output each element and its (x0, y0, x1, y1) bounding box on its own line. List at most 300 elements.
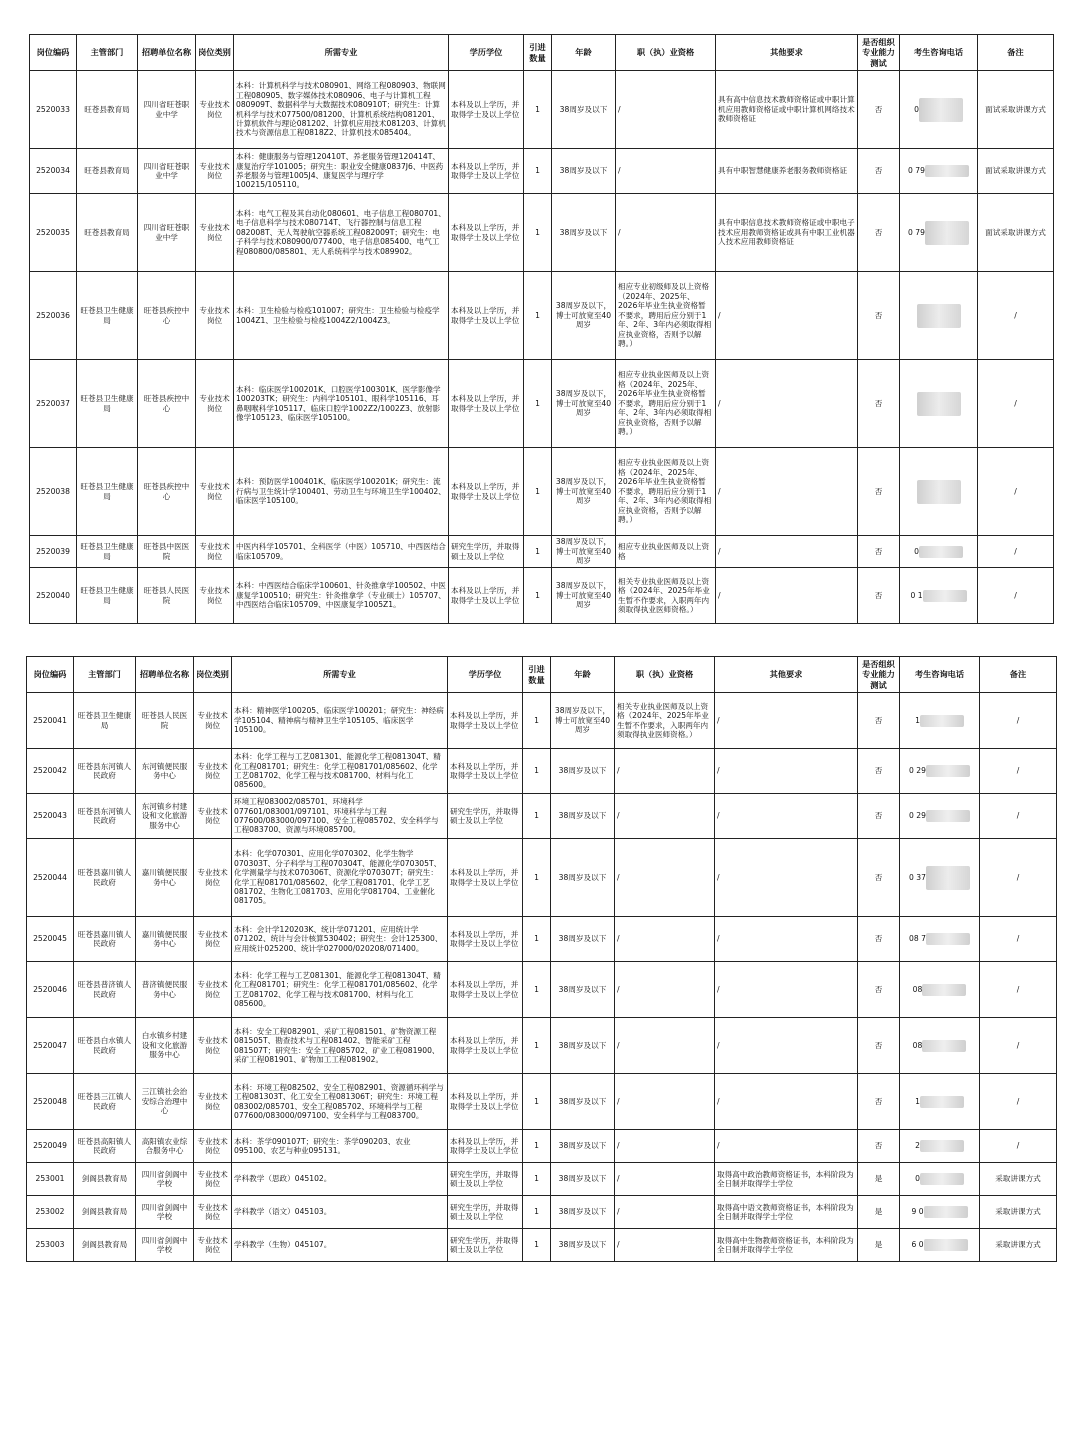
cell-note: 采取讲课方式 (980, 1229, 1057, 1262)
cell-code: 2520046 (27, 962, 74, 1018)
cell-age: 38周岁及以下 (551, 917, 615, 962)
cell-unit: 嘉川镇便民服务中心 (136, 917, 194, 962)
phone-visible-digits: 0 79 (908, 227, 925, 237)
table-row (30, 272, 1054, 360)
cell-edu: 研究生学历，并取得硕士及以上学位 (448, 1163, 523, 1196)
cell-test: 否 (858, 1130, 900, 1163)
cell-other: / (715, 1130, 858, 1163)
cell-major: 中医内科学105701、全科医学（中医）105710、中西医结合临床105709。 (234, 536, 449, 568)
cell-edu: 研究生学历，并取得硕士及以上学位 (448, 1196, 523, 1229)
cell-dept: 旺苍县白水镇人民政府 (74, 1018, 136, 1074)
cell-code: 2520035 (30, 194, 77, 272)
cell-dept: 旺苍县教育局 (77, 194, 138, 272)
cell-code: 2520039 (30, 536, 77, 568)
cell-num: 1 (523, 1229, 551, 1262)
cell-phone (900, 1229, 980, 1262)
cell-type: 专业技术岗位 (196, 194, 234, 272)
table-row (27, 1163, 1057, 1196)
cell-dept: 旺苍县嘉川镇人民政府 (74, 839, 136, 917)
cell-test: 否 (858, 448, 900, 536)
redacted-phone-mask (920, 1140, 964, 1152)
cell-other: / (715, 917, 858, 962)
cell-type: 专业技术岗位 (194, 839, 232, 917)
cell-major: 本科：安全工程082901、采矿工程081501、矿物资源工程081505T、勘查技术与工程081402、智能采矿工程081507T；研究生：安全工程085702、矿业工程081900、采矿工程081901、矿物加工工程081902。 (232, 1018, 448, 1074)
header-phone: 考生咨询电话 (900, 657, 980, 693)
cell-num: 1 (524, 568, 552, 624)
cell-age: 38周岁及以下 (551, 1163, 615, 1196)
cell-qual: 相关专业执业医师及以上资格（2024年、2025年毕业生暂不作要求，入职两年内须取得执业医师资格。） (616, 568, 716, 624)
cell-num: 1 (523, 1196, 551, 1229)
cell-major: 本科：健康服务与管理120410T、养老服务管理120414T、康复治疗学101005；研究生：职业安全健康0837J6、中医药养老服务与管理1005J4、康复医学与理疗学100215/105110。 (234, 149, 449, 194)
cell-note: 面试采取讲课方式 (978, 71, 1054, 149)
redacted-phone-mask (917, 392, 961, 416)
cell-num: 1 (524, 272, 552, 360)
table-row (30, 568, 1054, 624)
recruitment-table-2 (26, 656, 1057, 1262)
cell-type: 专业技术岗位 (194, 1018, 232, 1074)
cell-edu: 本科及以上学历，并取得学士及以上学位 (449, 448, 524, 536)
header-edu: 学历学位 (449, 35, 524, 71)
table-row (30, 448, 1054, 536)
table-row (27, 794, 1057, 839)
header-note: 备注 (980, 657, 1057, 693)
header-edu: 学历学位 (448, 657, 523, 693)
cell-age: 38周岁及以下 (552, 149, 616, 194)
cell-type: 专业技术岗位 (196, 149, 234, 194)
cell-major: 本科：电气工程及其自动化080601、电子信息工程080701、电子信息科学与技术080714T、飞行器控制与信息工程082008T、无人驾驶航空器系统工程082009T；研究生：电子科学与技术080900/077400、电子信息085400、电气工程080800/085801、无人系统科学与技术089902。 (234, 194, 449, 272)
cell-type: 专业技术岗位 (194, 1074, 232, 1130)
cell-other: / (715, 1018, 858, 1074)
cell-qual: / (615, 1196, 715, 1229)
cell-major: 本科：化学工程与工艺081301、能源化学工程081304T、精化工程081701；研究生：化学工程081701/085602、化学工艺081702、化学工程与技术081700、材料与化工085600。 (232, 749, 448, 794)
cell-note: / (978, 360, 1054, 448)
cell-type: 专业技术岗位 (196, 536, 234, 568)
cell-test: 否 (858, 962, 900, 1018)
cell-phone (900, 1163, 980, 1196)
cell-qual: / (615, 962, 715, 1018)
cell-other: / (715, 749, 858, 794)
cell-other: / (715, 693, 858, 749)
cell-code: 2520042 (27, 749, 74, 794)
cell-type: 专业技术岗位 (194, 1130, 232, 1163)
cell-unit: 旺苍县人民医院 (136, 693, 194, 749)
table-row (27, 693, 1057, 749)
cell-test: 是 (858, 1196, 900, 1229)
cell-other: / (716, 536, 858, 568)
header-test: 是否组织专业能力测试 (858, 657, 900, 693)
cell-edu: 本科及以上学历，并取得学士及以上学位 (448, 1130, 523, 1163)
cell-type: 专业技术岗位 (194, 962, 232, 1018)
cell-other: 取得高中语文教师资格证书，本科阶段为全日制并取得学士学位 (715, 1196, 858, 1229)
cell-dept: 旺苍县东河镇人民政府 (74, 794, 136, 839)
cell-edu: 本科及以上学历，并取得学士及以上学位 (449, 360, 524, 448)
cell-phone (900, 149, 978, 194)
cell-age: 38周岁及以下，博士可放宽至40周岁 (552, 536, 616, 568)
table-row (27, 839, 1057, 917)
cell-qual: / (615, 1229, 715, 1262)
cell-unit: 四川省旺苍职业中学 (138, 71, 196, 149)
cell-qual: 相应专业初级师及以上资格（2024年、2025年、2026年毕业生执业资格暂不要求，聘用后应分别于1年、2年、3年内必须取得相应执业资格，否则予以解聘。） (616, 272, 716, 360)
phone-visible-digits: 0 (915, 1174, 920, 1183)
cell-age: 38周岁及以下 (551, 749, 615, 794)
phone-visible-digits: 0 37 (909, 872, 926, 882)
cell-code: 2520033 (30, 71, 77, 149)
phone-visible-digits: 0 29 (909, 766, 926, 775)
header-qual: 职（执）业资格 (615, 657, 715, 693)
table-row (27, 1130, 1057, 1163)
cell-qual: 相应专业执业医师及以上资格（2024年、2025年、2026年毕业生执业资格暂不要求，聘用后应分别于1年、2年、3年内必须取得相应执业资格，否则予以解聘。） (616, 360, 716, 448)
cell-major: 学科教学（语文）045103。 (232, 1196, 448, 1229)
table-row (27, 962, 1057, 1018)
cell-qual: / (615, 1163, 715, 1196)
cell-age: 38周岁及以下 (551, 794, 615, 839)
redacted-phone-mask (924, 1239, 968, 1251)
cell-dept: 旺苍县卫生健康局 (77, 272, 138, 360)
header-qual: 职（执）业资格 (616, 35, 716, 71)
cell-type: 专业技术岗位 (196, 448, 234, 536)
cell-age: 38周岁及以下，博士可放宽至40周岁 (552, 360, 616, 448)
redacted-phone-mask (922, 984, 966, 996)
phone-visible-digits: 1 (915, 715, 920, 725)
cell-major: 本科：预防医学100401K、临床医学100201K；研究生：流行病与卫生统计学100401、劳动卫生与环境卫生学100402、临床医学105100。 (234, 448, 449, 536)
redacted-phone-mask (917, 480, 961, 504)
cell-edu: 本科及以上学历，并取得学士及以上学位 (449, 149, 524, 194)
cell-code: 2520047 (27, 1018, 74, 1074)
table-row (30, 360, 1054, 448)
cell-unit: 四川省旺苍职业中学 (138, 149, 196, 194)
cell-num: 1 (524, 360, 552, 448)
cell-unit: 嘉川镇便民服务中心 (136, 839, 194, 917)
phone-visible-digits: 9 0 (911, 1207, 924, 1216)
cell-qual: / (615, 917, 715, 962)
cell-code: 2520038 (30, 448, 77, 536)
cell-type: 专业技术岗位 (194, 693, 232, 749)
cell-edu: 研究生学历，并取得硕士及以上学位 (449, 536, 524, 568)
cell-age: 38周岁及以下 (551, 1130, 615, 1163)
cell-code: 2520044 (27, 839, 74, 917)
phone-visible-digits: 2 (915, 1141, 920, 1150)
redacted-phone-mask (924, 1206, 968, 1218)
cell-test: 否 (858, 794, 900, 839)
cell-code: 2520049 (27, 1130, 74, 1163)
cell-phone (900, 794, 980, 839)
cell-qual: / (616, 149, 716, 194)
cell-note: / (980, 693, 1057, 749)
cell-other: 具有高中信息技术教师资格证或中职计算机应用教师资格证或中职计算机网络技术教师资格证 (716, 71, 858, 149)
cell-unit: 白水镇乡村建设和文化旅游服务中心 (136, 1018, 194, 1074)
cell-note: / (980, 794, 1057, 839)
cell-edu: 本科及以上学历，并取得学士及以上学位 (448, 1018, 523, 1074)
cell-code: 2520041 (27, 693, 74, 749)
cell-phone (900, 1130, 980, 1163)
cell-phone (900, 448, 978, 536)
cell-unit: 旺苍县疾控中心 (138, 360, 196, 448)
recruitment-table-1 (29, 34, 1054, 624)
cell-phone (900, 272, 978, 360)
cell-num: 1 (523, 1130, 551, 1163)
cell-unit: 高阳镇农业综合服务中心 (136, 1130, 194, 1163)
header-unit: 招聘单位名称 (136, 657, 194, 693)
cell-note: / (980, 839, 1057, 917)
cell-code: 2520036 (30, 272, 77, 360)
header-num: 引进数量 (524, 35, 552, 71)
cell-major: 本科：中西医结合临床学100601、针灸推拿学100502、中医康复学100510；研究生：针灸推拿学（专业硕士）105707、中西医结合临床105709、中医康复学1005Z1。 (234, 568, 449, 624)
cell-edu: 本科及以上学历，并取得学士及以上学位 (449, 194, 524, 272)
cell-dept: 旺苍县东河镇人民政府 (74, 749, 136, 794)
header-other: 其他要求 (716, 35, 858, 71)
cell-other: / (715, 962, 858, 1018)
phone-visible-digits: 08 (912, 1040, 923, 1050)
cell-note: / (978, 568, 1054, 624)
cell-num: 1 (523, 749, 551, 794)
cell-edu: 本科及以上学历，并取得学士及以上学位 (448, 693, 523, 749)
cell-edu: 本科及以上学历，并取得学士及以上学位 (448, 917, 523, 962)
cell-num: 1 (523, 839, 551, 917)
cell-code: 253002 (27, 1196, 74, 1229)
cell-age: 38周岁及以下，博士可放宽至40周岁 (552, 272, 616, 360)
redacted-phone-mask (920, 715, 964, 727)
phone-visible-digits: 0 1 (910, 590, 923, 600)
cell-phone (900, 839, 980, 917)
cell-num: 1 (523, 1018, 551, 1074)
cell-other: 取得高中生物教师资格证书，本科阶段为全日制并取得学士学位 (715, 1229, 858, 1262)
cell-major: 本科：临床医学100201K、口腔医学100301K、医学影像学100203TK；研究生：内科学105101、眼科学105116、耳鼻咽喉科学105117、临床口腔学1002Z2/1002Z3、放射影像学105123、临床医学105100。 (234, 360, 449, 448)
cell-num: 1 (524, 149, 552, 194)
header-phone: 考生咨询电话 (900, 35, 978, 71)
cell-qual: 相关专业执业医师及以上资格（2024年、2025年毕业生暂不作要求，入职两年内须取得执业医师资格。） (615, 693, 715, 749)
cell-unit: 旺苍县疾控中心 (138, 272, 196, 360)
cell-test: 否 (858, 536, 900, 568)
cell-note: / (980, 917, 1057, 962)
cell-code: 2520048 (27, 1074, 74, 1130)
cell-other: 取得高中政治教师资格证书，本科阶段为全日制并取得学士学位 (715, 1163, 858, 1196)
cell-unit: 东河镇便民服务中心 (136, 749, 194, 794)
phone-visible-digits: 1 (915, 1096, 920, 1106)
cell-num: 1 (523, 962, 551, 1018)
phone-visible-digits: 0 29 (909, 811, 926, 820)
cell-test: 否 (858, 194, 900, 272)
cell-type: 专业技术岗位 (194, 749, 232, 794)
cell-test: 否 (858, 568, 900, 624)
cell-phone (900, 71, 978, 149)
cell-dept: 旺苍县卫生健康局 (77, 536, 138, 568)
cell-edu: 本科及以上学历，并取得学士及以上学位 (448, 749, 523, 794)
cell-num: 1 (524, 194, 552, 272)
cell-qual: / (615, 1074, 715, 1130)
cell-note: / (980, 1130, 1057, 1163)
cell-note: / (980, 1074, 1057, 1130)
cell-note: 采取讲课方式 (980, 1196, 1057, 1229)
cell-type: 专业技术岗位 (194, 917, 232, 962)
header-unit: 招聘单位名称 (138, 35, 196, 71)
cell-edu: 本科及以上学历，并取得学士及以上学位 (448, 839, 523, 917)
cell-age: 38周岁及以下 (552, 71, 616, 149)
cell-dept: 剑阁县教育局 (74, 1229, 136, 1262)
cell-type: 专业技术岗位 (194, 1163, 232, 1196)
cell-note: / (978, 272, 1054, 360)
cell-unit: 东河镇乡村建设和文化旅游服务中心 (136, 794, 194, 839)
header-note: 备注 (978, 35, 1054, 71)
cell-num: 1 (523, 1074, 551, 1130)
cell-type: 专业技术岗位 (196, 568, 234, 624)
cell-note: 面试采取讲课方式 (978, 149, 1054, 194)
cell-phone (900, 1196, 980, 1229)
cell-unit: 四川省剑阁中学校 (136, 1163, 194, 1196)
cell-major: 本科：化学工程与工艺081301、能源化学工程081304T、精化工程081701；研究生：化学工程081701/085602、化学工艺081702、化学工程与技术081700、材料与化工085600。 (232, 962, 448, 1018)
redacted-phone-mask (926, 810, 970, 822)
table-row (27, 749, 1057, 794)
cell-type: 专业技术岗位 (194, 794, 232, 839)
cell-other: / (716, 568, 858, 624)
cell-major: 环境工程083002/085701、环境科学077601/083001/097101、环境科学与工程077600/083000/097100、安全工程085702、安全科学与工程083700、资源与环境085700。 (232, 794, 448, 839)
cell-unit: 普济镇便民服务中心 (136, 962, 194, 1018)
cell-num: 1 (524, 536, 552, 568)
redacted-phone-mask (919, 546, 963, 558)
cell-type: 专业技术岗位 (196, 272, 234, 360)
cell-edu: 研究生学历，并取得硕士及以上学位 (448, 1229, 523, 1262)
cell-age: 38周岁及以下 (551, 1018, 615, 1074)
cell-test: 否 (858, 71, 900, 149)
table-row (30, 536, 1054, 568)
cell-test: 否 (858, 693, 900, 749)
redacted-phone-mask (917, 304, 961, 328)
header-other: 其他要求 (715, 657, 858, 693)
table-row (27, 1229, 1057, 1262)
cell-test: 是 (858, 1229, 900, 1262)
cell-code: 2520045 (27, 917, 74, 962)
cell-unit: 三江镇社会治安综合治理中心 (136, 1074, 194, 1130)
header-age: 年龄 (552, 35, 616, 71)
cell-note: 采取讲课方式 (980, 1163, 1057, 1196)
cell-major: 学科教学（生物）045107。 (232, 1229, 448, 1262)
cell-type: 专业技术岗位 (196, 360, 234, 448)
cell-unit: 四川省剑阁中学校 (136, 1196, 194, 1229)
cell-dept: 旺苍县高阳镇人民政府 (74, 1130, 136, 1163)
redacted-phone-mask (919, 98, 963, 122)
redacted-phone-mask (920, 1096, 964, 1108)
cell-dept: 旺苍县卫生健康局 (77, 568, 138, 624)
cell-test: 否 (858, 149, 900, 194)
table-row (30, 194, 1054, 272)
cell-major: 本科：卫生检验与检疫101007；研究生：卫生检验与检疫学1004Z1、卫生检验与检疫1004Z2/1004Z3。 (234, 272, 449, 360)
cell-note: / (980, 1018, 1057, 1074)
cell-dept: 旺苍县教育局 (77, 149, 138, 194)
cell-phone (900, 194, 978, 272)
cell-dept: 旺苍县卫生健康局 (77, 360, 138, 448)
redacted-phone-mask (920, 1173, 964, 1185)
cell-edu: 研究生学历，并取得硕士及以上学位 (448, 794, 523, 839)
cell-major: 本科：环境工程082502、安全工程082901、资源循环科学与工程081303T、化工安全工程081306T；研究生：环境工程083002/085701、安全工程085702、环境科学与工程077600/083000/097100、安全科学与工程083700。 (232, 1074, 448, 1130)
cell-code: 2520034 (30, 149, 77, 194)
cell-phone (900, 693, 980, 749)
header-type: 岗位类别 (196, 35, 234, 71)
redacted-phone-mask (926, 866, 970, 890)
cell-age: 38周岁及以下 (551, 962, 615, 1018)
phone-visible-digits: 0 (914, 104, 919, 114)
cell-unit: 旺苍县中医医院 (138, 536, 196, 568)
table-row (27, 917, 1057, 962)
cell-dept: 剑阁县教育局 (74, 1163, 136, 1196)
cell-dept: 旺苍县嘉川镇人民政府 (74, 917, 136, 962)
cell-num: 1 (523, 1163, 551, 1196)
cell-qual: 相应专业执业医师及以上资格 (616, 536, 716, 568)
cell-unit: 四川省剑阁中学校 (136, 1229, 194, 1262)
cell-other: / (715, 839, 858, 917)
cell-qual: / (615, 839, 715, 917)
cell-test: 否 (858, 272, 900, 360)
redacted-phone-mask (923, 590, 967, 602)
phone-visible-digits: 6 0 (911, 1240, 924, 1249)
phone-visible-digits: 08 7 (909, 934, 926, 943)
cell-test: 否 (858, 1018, 900, 1074)
cell-age: 38周岁及以下 (551, 1074, 615, 1130)
header-test: 是否组织专业能力测试 (858, 35, 900, 71)
cell-major: 本科：计算机科学与技术080901、网络工程080903、物联网工程080905、数字媒体技术080906、电子与计算机工程080909T、数据科学与大数据技术080910T；研究生：计算机科学与技术077500/081200、计算机系统结构081201、计算机软件与理论081202、计算机应用技术081203、计算机技术与资源信息工程0818Z2、计算机技术085404。 (234, 71, 449, 149)
cell-num: 1 (523, 794, 551, 839)
cell-age: 38周岁及以下 (551, 1196, 615, 1229)
redacted-phone-mask (925, 221, 969, 245)
cell-test: 是 (858, 1163, 900, 1196)
cell-other: / (715, 794, 858, 839)
cell-test: 否 (858, 839, 900, 917)
cell-qual: / (615, 749, 715, 794)
cell-num: 1 (523, 917, 551, 962)
table-row (27, 1196, 1057, 1229)
header-dept: 主管部门 (74, 657, 136, 693)
cell-other: / (715, 1074, 858, 1130)
redacted-phone-mask (926, 765, 970, 777)
table-row (27, 1018, 1057, 1074)
cell-note: / (978, 536, 1054, 568)
header-major: 所需专业 (234, 35, 449, 71)
cell-age: 38周岁及以下 (551, 839, 615, 917)
cell-phone (900, 360, 978, 448)
cell-edu: 本科及以上学历，并取得学士及以上学位 (449, 568, 524, 624)
cell-dept: 旺苍县卫生健康局 (74, 693, 136, 749)
cell-dept: 旺苍县卫生健康局 (77, 448, 138, 536)
cell-age: 38周岁及以下 (551, 1229, 615, 1262)
cell-code: 253003 (27, 1229, 74, 1262)
cell-other: 具有中职信息技术教师资格证或中职电子技术应用教师资格证或具有中职工业机器人技术应用教师资格证 (716, 194, 858, 272)
cell-test: 否 (858, 360, 900, 448)
cell-edu: 本科及以上学历，并取得学士及以上学位 (449, 272, 524, 360)
header-type: 岗位类别 (194, 657, 232, 693)
redacted-phone-mask (925, 165, 969, 177)
table-row (30, 149, 1054, 194)
cell-test: 否 (858, 749, 900, 794)
cell-phone (900, 1018, 980, 1074)
cell-test: 否 (858, 917, 900, 962)
cell-code: 2520043 (27, 794, 74, 839)
cell-note: 面试采取讲课方式 (978, 194, 1054, 272)
phone-visible-digits: 0 (914, 546, 919, 556)
cell-edu: 本科及以上学历，并取得学士及以上学位 (448, 1074, 523, 1130)
cell-age: 38周岁及以下，博士可放宽至40周岁 (552, 568, 616, 624)
table-row (30, 71, 1054, 149)
cell-qual: 相应专业执业医师及以上资格（2024年、2025年、2026年毕业生执业资格暂不要求，聘用后应分别于1年、2年、3年内必须取得相应执业资格，否则予以解聘。） (616, 448, 716, 536)
cell-phone (900, 536, 978, 568)
header-age: 年龄 (551, 657, 615, 693)
cell-qual: / (616, 71, 716, 149)
cell-unit: 四川省旺苍职业中学 (138, 194, 196, 272)
cell-major: 学科教学（思政）045102。 (232, 1163, 448, 1196)
cell-phone (900, 962, 980, 1018)
redacted-phone-mask (926, 933, 970, 945)
cell-code: 2520040 (30, 568, 77, 624)
cell-other: / (716, 272, 858, 360)
phone-visible-digits: 0 79 (908, 166, 925, 175)
cell-unit: 旺苍县人民医院 (138, 568, 196, 624)
